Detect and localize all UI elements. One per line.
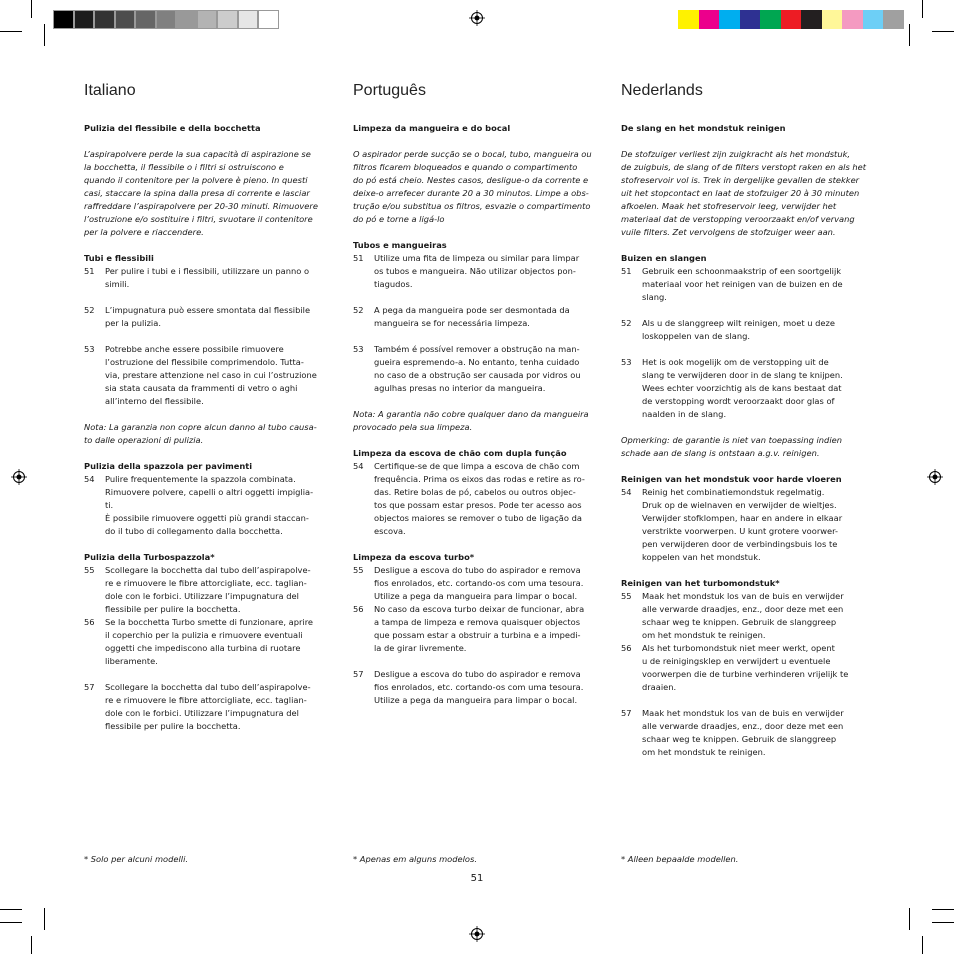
- crop-mark: [932, 909, 954, 910]
- spacer: [84, 291, 334, 304]
- spacer: [84, 408, 334, 421]
- spacer: [621, 694, 871, 707]
- color-swatch: [699, 10, 720, 29]
- gray-swatch: [238, 10, 259, 29]
- text-line: Druk op de wielnaven en verwijder de wieltjes.: [642, 500, 837, 510]
- text-line: la de girar livremente.: [374, 643, 467, 653]
- column-body: [353, 122, 603, 707]
- step-number: 55: [621, 591, 632, 601]
- numbered-step: [84, 473, 334, 512]
- text-line: Desligue a escova do tubo do aspirador e remova: [374, 669, 581, 679]
- gray-swatch: [115, 10, 136, 29]
- text-line: Opmerking: de garantie is niet van toepassing indien: [621, 435, 842, 445]
- color-calibration-bar: [678, 10, 904, 29]
- text-line: schade aan de slang is ontstaan a.g.v. reinigen.: [621, 448, 820, 458]
- text-line: Certifique-se de que limpa a escova de chão com: [374, 461, 580, 471]
- text-line: uit het stopcontact en laat de stofzuiger 20 à 30 minuten: [621, 188, 860, 198]
- numbered-step: [84, 265, 334, 291]
- text-line: schaar weg te knippen. Gebruik de slanggreep: [642, 734, 837, 744]
- grayscale-calibration-bar: [53, 10, 279, 29]
- text-line: pen verwijderen door de verbindingsbuis los te: [642, 539, 838, 549]
- text-line: frequência. Prima os eixos das rodas e retire as ro-: [374, 474, 585, 484]
- color-swatch: [842, 10, 863, 29]
- text-line: Per pulire i tubi e i flessibili, utilizzare un panno o: [105, 266, 310, 276]
- page-number: 51: [470, 873, 484, 884]
- text-line: oggetti che impediscono alla turbina di ruotare: [105, 643, 301, 653]
- text-line: alle verwarde draadjes, enz., door deze met een: [642, 604, 844, 614]
- language-title: Nederlands: [621, 82, 703, 99]
- footnote: * Alleen bepaalde modellen.: [621, 854, 739, 864]
- text-line: Também é possível remover a obstrução na man-: [374, 344, 580, 354]
- text-line: Se la bocchetta Turbo smette di funzionare, aprire: [105, 617, 314, 627]
- step-text: [642, 356, 871, 421]
- step-number: 55: [84, 565, 95, 575]
- text-line: materiaal voor het reinigen van de buizen en de: [642, 279, 843, 289]
- text-line: om het mondstuk te reinigen.: [642, 630, 766, 640]
- step-text: [374, 603, 603, 655]
- text-line: afkoelen. Maak het stofreservoir leeg, verwijder het: [621, 201, 837, 211]
- registration-mark-icon: [469, 926, 485, 942]
- text-line: objectos maiores se remover o tubo de ligação da: [374, 513, 582, 523]
- spacer: [84, 668, 334, 681]
- step-text: [105, 681, 334, 733]
- text-line: a tampa de limpeza e remova quaisquer objectos: [374, 617, 581, 627]
- text-line: quando il contenitore per la polvere è pieno. In questi: [84, 175, 308, 185]
- text-line: slang te verwijderen door in de slang te knijpen.: [642, 370, 843, 380]
- crop-mark: [31, 936, 32, 954]
- text-line: to dalle operazioni di pulizia.: [84, 435, 204, 445]
- text-line: materiaal dat de verstopping veroorzaakt en/of vervang: [621, 214, 855, 224]
- text-line: alle verwarde draadjes, enz., door deze met een: [642, 721, 844, 731]
- crop-mark: [44, 24, 45, 46]
- text-line: Gebruik een schoonmaakstrip of een soortgelijk: [642, 266, 842, 276]
- text-line: liberamente.: [105, 656, 158, 666]
- text-line: trução e/ou substitua os filtros, esvazie o compartimento: [353, 201, 591, 211]
- step-text: [642, 707, 871, 759]
- spacer: [84, 447, 334, 460]
- numbered-step: [621, 265, 871, 304]
- registration-mark-icon: [927, 469, 943, 485]
- text-line: deixe-o arrefecer durante 20 a 30 minutos. Limpe a obs-: [353, 188, 589, 198]
- gray-swatch: [156, 10, 177, 29]
- step-number: 56: [84, 617, 95, 627]
- gray-swatch: [74, 10, 95, 29]
- text-line: os tubos e mangueira. Não utilizar objectos pon-: [374, 266, 576, 276]
- spacer: [84, 330, 334, 343]
- text-line: via, prestare attenzione nel caso in cui l’ostruzione: [105, 370, 317, 380]
- numbered-step: [621, 356, 871, 421]
- step-text: [105, 265, 334, 291]
- text-line: l’ostruzione del flessibile comprimendolo. Tutta-: [105, 357, 304, 367]
- text-line: L’aspirapolvere perde la sua capacità di aspirazione se: [84, 149, 311, 159]
- spacer: [621, 421, 871, 434]
- section-heading: Tubos e mangueiras: [353, 240, 447, 250]
- numbered-step: [621, 642, 871, 694]
- numbered-step: [621, 486, 871, 564]
- spacer: [621, 564, 871, 577]
- spacer: [353, 226, 603, 239]
- text-line: Maak het mondstuk los van de buis en verwijder: [642, 708, 844, 718]
- color-swatch: [863, 10, 884, 29]
- italic-paragraph: [353, 148, 603, 226]
- registration-mark-icon: [469, 10, 485, 26]
- spacer: [621, 343, 871, 356]
- text-line: schaar weg te knippen. Gebruik de slanggreep: [642, 617, 837, 627]
- text-line: per la pulizia.: [105, 318, 161, 328]
- text-line: Nota: La garanzia non copre alcun danno al tubo causa-: [84, 422, 317, 432]
- step-text: [374, 460, 603, 538]
- step-text: [642, 265, 871, 304]
- crop-mark: [922, 0, 923, 18]
- registration-mark-icon: [11, 469, 27, 485]
- step-number: 57: [353, 669, 364, 679]
- color-swatch: [719, 10, 740, 29]
- color-swatch: [678, 10, 699, 29]
- text-line: Als het turbomondstuk niet meer werkt, opent: [642, 643, 835, 653]
- step-number: 52: [353, 305, 364, 315]
- text-line: mangueira se for necessária limpeza.: [374, 318, 530, 328]
- text-line: Wees echter voorzichtig als de kans bestaat dat: [642, 383, 842, 393]
- text-line: koppelen van het mondstuk.: [642, 552, 761, 562]
- text-line: Potrebbe anche essere possibile rimuovere: [105, 344, 284, 354]
- text-line: Utilize uma fita de limpeza ou similar para limpar: [374, 253, 580, 263]
- gray-swatch: [176, 10, 197, 29]
- text-line: È possibile rimuovere oggetti più grandi staccan-: [105, 513, 309, 523]
- text-line: dole con le forbici. Utilizzare l’impugnatura del: [105, 591, 299, 601]
- text-line: Nota: A garantia não cobre qualquer dano da mangueira: [353, 409, 589, 419]
- text-line: Het is ook mogelijk om de verstopping uit de: [642, 357, 829, 367]
- text-line: agulhas presas no interior da mangueira.: [374, 383, 546, 393]
- text-line: tos que possam estar presos. Pode ter acesso aos: [374, 500, 582, 510]
- text-line: loskoppelen van de slang.: [642, 331, 751, 341]
- text-line: la bocchetta, il flessibile o i filtri si ostruiscono e: [84, 162, 284, 172]
- text-line: Maak het mondstuk los van de buis en verwijder: [642, 591, 844, 601]
- text-line: das. Retire bolas de pó, cabelos ou outros objec-: [374, 487, 576, 497]
- step-text: [642, 590, 871, 642]
- spacer: [84, 135, 334, 148]
- step-number: 55: [353, 565, 364, 575]
- step-number: 53: [84, 344, 95, 354]
- text-line: re e rimuovere le fibre attorcigliate, ecc. taglian-: [105, 695, 307, 705]
- crop-mark: [44, 908, 45, 930]
- step-number: 53: [621, 357, 632, 367]
- spacer: [353, 434, 603, 447]
- text-line: do pó e torne a ligá-lo: [353, 214, 445, 224]
- numbered-step: [353, 460, 603, 538]
- crop-mark: [909, 908, 910, 930]
- spacer: [353, 291, 603, 304]
- step-number: 51: [353, 253, 364, 263]
- text-line: Desligue a escova do tubo do aspirador e remova: [374, 565, 581, 575]
- numbered-step: [353, 343, 603, 395]
- step-text: [105, 616, 334, 668]
- section-heading: De slang en het mondstuk reinigen: [621, 123, 786, 133]
- step-number: 56: [621, 643, 632, 653]
- section-heading: Buizen en slangen: [621, 253, 707, 263]
- section-heading: Reinigen van het mondstuk voor harde vloeren: [621, 474, 842, 484]
- spacer: [621, 304, 871, 317]
- step-number: 56: [353, 604, 364, 614]
- step-text: [642, 486, 871, 564]
- text-line: Als u de slanggreep wilt reinigen, moet u deze: [642, 318, 835, 328]
- text-line: il coperchio per la pulizia e rimuovere eventuali: [105, 630, 303, 640]
- text-line: naalden in de slang.: [642, 409, 727, 419]
- text-line: casi, staccare la spina dalla presa di corrente e lasciar: [84, 188, 310, 198]
- section-heading: Pulizia della spazzola per pavimenti: [84, 461, 253, 471]
- text-line: ti.: [105, 500, 114, 510]
- spacer: [621, 460, 871, 473]
- step-text: [105, 564, 334, 616]
- step-text: [374, 304, 603, 330]
- text-line: Pulire frequentemente la spazzola combinata.: [105, 474, 296, 484]
- numbered-step: [353, 252, 603, 291]
- text-line: voorwerpen die de turbine verhinderen vrijelijk te: [642, 669, 849, 679]
- step-text: [374, 343, 603, 395]
- numbered-step: [353, 603, 603, 655]
- crop-mark: [0, 909, 22, 910]
- color-swatch: [740, 10, 761, 29]
- step-number: 52: [84, 305, 95, 315]
- numbered-step: [353, 668, 603, 707]
- text-line: om het mondstuk te reinigen.: [642, 747, 766, 757]
- text-line: l’ostruzione e/o sostituire i filtri, svuotare il contenitore: [84, 214, 313, 224]
- spacer: [353, 538, 603, 551]
- text-line: per la polvere e riaccendere.: [84, 227, 204, 237]
- color-swatch: [801, 10, 822, 29]
- footnote: * Apenas em alguns modelos.: [353, 854, 477, 864]
- spacer: [621, 135, 871, 148]
- text-line: fios enrolados, etc. cortando-os com uma tesoura.: [374, 578, 584, 588]
- gray-swatch: [197, 10, 218, 29]
- step-number: 54: [84, 474, 95, 484]
- section-heading: Reinigen van het turbomondstuk*: [621, 578, 780, 588]
- crop-mark: [932, 922, 954, 923]
- text-line: verstrikte voorwerpen. U kunt grotere voorwer-: [642, 526, 839, 536]
- text-line: L’impugnatura può essere smontata dal flessibile: [105, 305, 311, 315]
- text-line: filtros ficarem bloqueados e quando o compartimento: [353, 162, 578, 172]
- text-line: escova.: [374, 526, 406, 536]
- step-number: 54: [353, 461, 364, 471]
- step-number: 51: [621, 266, 632, 276]
- crop-mark: [932, 31, 954, 32]
- crop-mark: [909, 24, 910, 46]
- language-title: Italiano: [84, 82, 136, 99]
- text-line: raffreddare l’aspirapolvere per 20-30 minuti. Rimuovere: [84, 201, 318, 211]
- text-line: No caso da escova turbo deixar de funcionar, abra: [374, 604, 585, 614]
- step-text: [642, 317, 871, 343]
- text-line: Scollegare la bocchetta dal tubo dell’aspirapolve-: [105, 682, 311, 692]
- numbered-step: [353, 304, 603, 330]
- text-line: Utilize a pega da mangueira para limpar o bocal.: [374, 695, 578, 705]
- step-text: [374, 252, 603, 291]
- text-line: slang.: [642, 292, 667, 302]
- spacer: [353, 330, 603, 343]
- text-line: dole con le forbici. Utilizzare l’impugnatura del: [105, 708, 299, 718]
- step-text: [642, 642, 871, 694]
- spacer: [353, 395, 603, 408]
- numbered-step: [84, 304, 334, 330]
- gray-swatch: [53, 10, 74, 29]
- step-number: 57: [621, 708, 632, 718]
- text-line: sia stata causata da frammenti di vetro o aghi: [105, 383, 298, 393]
- text-line: flessibile per pulire la bocchetta.: [105, 604, 241, 614]
- crop-mark: [31, 0, 32, 18]
- step-number: 53: [353, 344, 364, 354]
- numbered-step: [353, 564, 603, 603]
- section-heading: Limpeza da mangueira e do bocal: [353, 123, 511, 133]
- column-body: [621, 122, 871, 759]
- text-line: u de reinigingsklep en verwijdert u eventuele: [642, 656, 831, 666]
- text-line: de zuigbuis, de slang of de filters verstopt raken en als het: [621, 162, 867, 172]
- spacer: [84, 239, 334, 252]
- step-text: [105, 473, 334, 512]
- numbered-step: [621, 590, 871, 642]
- step-text: [105, 343, 334, 408]
- text-line: O aspirador perde sucção se o bocal, tubo, mangueira ou: [353, 149, 592, 159]
- text-line: Verwijder stofklompen, haar en andere in elkaar: [642, 513, 843, 523]
- step-number: 52: [621, 318, 632, 328]
- spacer: [353, 135, 603, 148]
- text-line: fios enrolados, etc. cortando-os com uma tesoura.: [374, 682, 584, 692]
- text-line: flessibile per pulire la bocchetta.: [105, 721, 241, 731]
- numbered-step: [84, 343, 334, 408]
- crop-mark: [0, 31, 22, 32]
- text-line: draaien.: [642, 682, 677, 692]
- step-text: [374, 668, 603, 707]
- numbered-step: [84, 564, 334, 616]
- section-heading: Tubi e flessibili: [84, 253, 154, 263]
- step-number: 51: [84, 266, 95, 276]
- italic-paragraph: [84, 148, 334, 239]
- text-line: De stofzuiger verliest zijn zuigkracht als het mondstuk,: [621, 149, 851, 159]
- section-heading: Limpeza da escova de chão com dupla função: [353, 448, 567, 458]
- text-line: Rimuovere polvere, capelli o altri oggetti impiglia-: [105, 487, 314, 497]
- column-nederlands: [621, 80, 871, 759]
- text-line: tiagudos.: [374, 279, 413, 289]
- gray-swatch: [258, 10, 279, 29]
- numbered-step: [84, 616, 334, 668]
- text-line: Scollegare la bocchetta dal tubo dell’aspirapolve-: [105, 565, 311, 575]
- text-line: vuile filters. Zet vervolgens de stofzuiger weer aan.: [621, 227, 836, 237]
- text-line: provocado pela sua limpeza.: [353, 422, 473, 432]
- column-italiano: [84, 80, 334, 733]
- spacer: [353, 655, 603, 668]
- column-portugues: [353, 80, 603, 707]
- text-line: do pó está cheio. Nestes casos, desligue-o da corrente e: [353, 175, 589, 185]
- text-line: stofreservoir vol is. Trek in dergelijke gevallen de stekker: [621, 175, 860, 185]
- text-line: do il tubo di collegamento dalla bocchetta.: [105, 526, 283, 536]
- step-text: [105, 304, 334, 330]
- crop-mark: [0, 922, 22, 923]
- text-line: A pega da mangueira pode ser desmontada da: [374, 305, 570, 315]
- section-heading: Pulizia della Turbospazzola*: [84, 552, 215, 562]
- text-line: gueira espremendo-a. No entanto, tenha cuidado: [374, 357, 580, 367]
- gray-swatch: [94, 10, 115, 29]
- text-line: de verstopping wordt veroorzaakt door glas of: [642, 396, 835, 406]
- text-line: simili.: [105, 279, 130, 289]
- spacer: [621, 239, 871, 252]
- numbered-step: [621, 707, 871, 759]
- italic-paragraph: [84, 421, 334, 447]
- color-swatch: [822, 10, 843, 29]
- text-line: re e rimuovere le fibre attorcigliate, ecc. taglian-: [105, 578, 307, 588]
- step-text: [374, 564, 603, 603]
- text-line: que possam estar a obstruir a turbina e a impedi-: [374, 630, 581, 640]
- text-line: Reinig het combinatiemondstuk regelmatig.: [642, 487, 825, 497]
- text-line: no caso de a obstrução ser causada por vidros ou: [374, 370, 581, 380]
- numbered-step: [84, 681, 334, 733]
- crop-mark: [922, 936, 923, 954]
- footnote: * Solo per alcuni modelli.: [84, 854, 189, 864]
- step-number: 57: [84, 682, 95, 692]
- spacer: [84, 538, 334, 551]
- gray-swatch: [217, 10, 238, 29]
- italic-paragraph: [621, 148, 871, 239]
- section-heading: Pulizia del flessibile e della bocchetta: [84, 123, 261, 133]
- text-line: all’interno del flessibile.: [105, 396, 204, 406]
- language-title: Português: [353, 82, 426, 99]
- italic-paragraph: [621, 434, 871, 460]
- text-line: Utilize a pega da mangueira para limpar o bocal.: [374, 591, 578, 601]
- color-swatch: [781, 10, 802, 29]
- numbered-step: [621, 317, 871, 343]
- color-swatch: [883, 10, 904, 29]
- section-heading: Limpeza da escova turbo*: [353, 552, 475, 562]
- gray-swatch: [135, 10, 156, 29]
- step-continuation: [84, 512, 334, 538]
- step-number: 54: [621, 487, 632, 497]
- italic-paragraph: [353, 408, 603, 434]
- column-body: [84, 122, 334, 733]
- color-swatch: [760, 10, 781, 29]
